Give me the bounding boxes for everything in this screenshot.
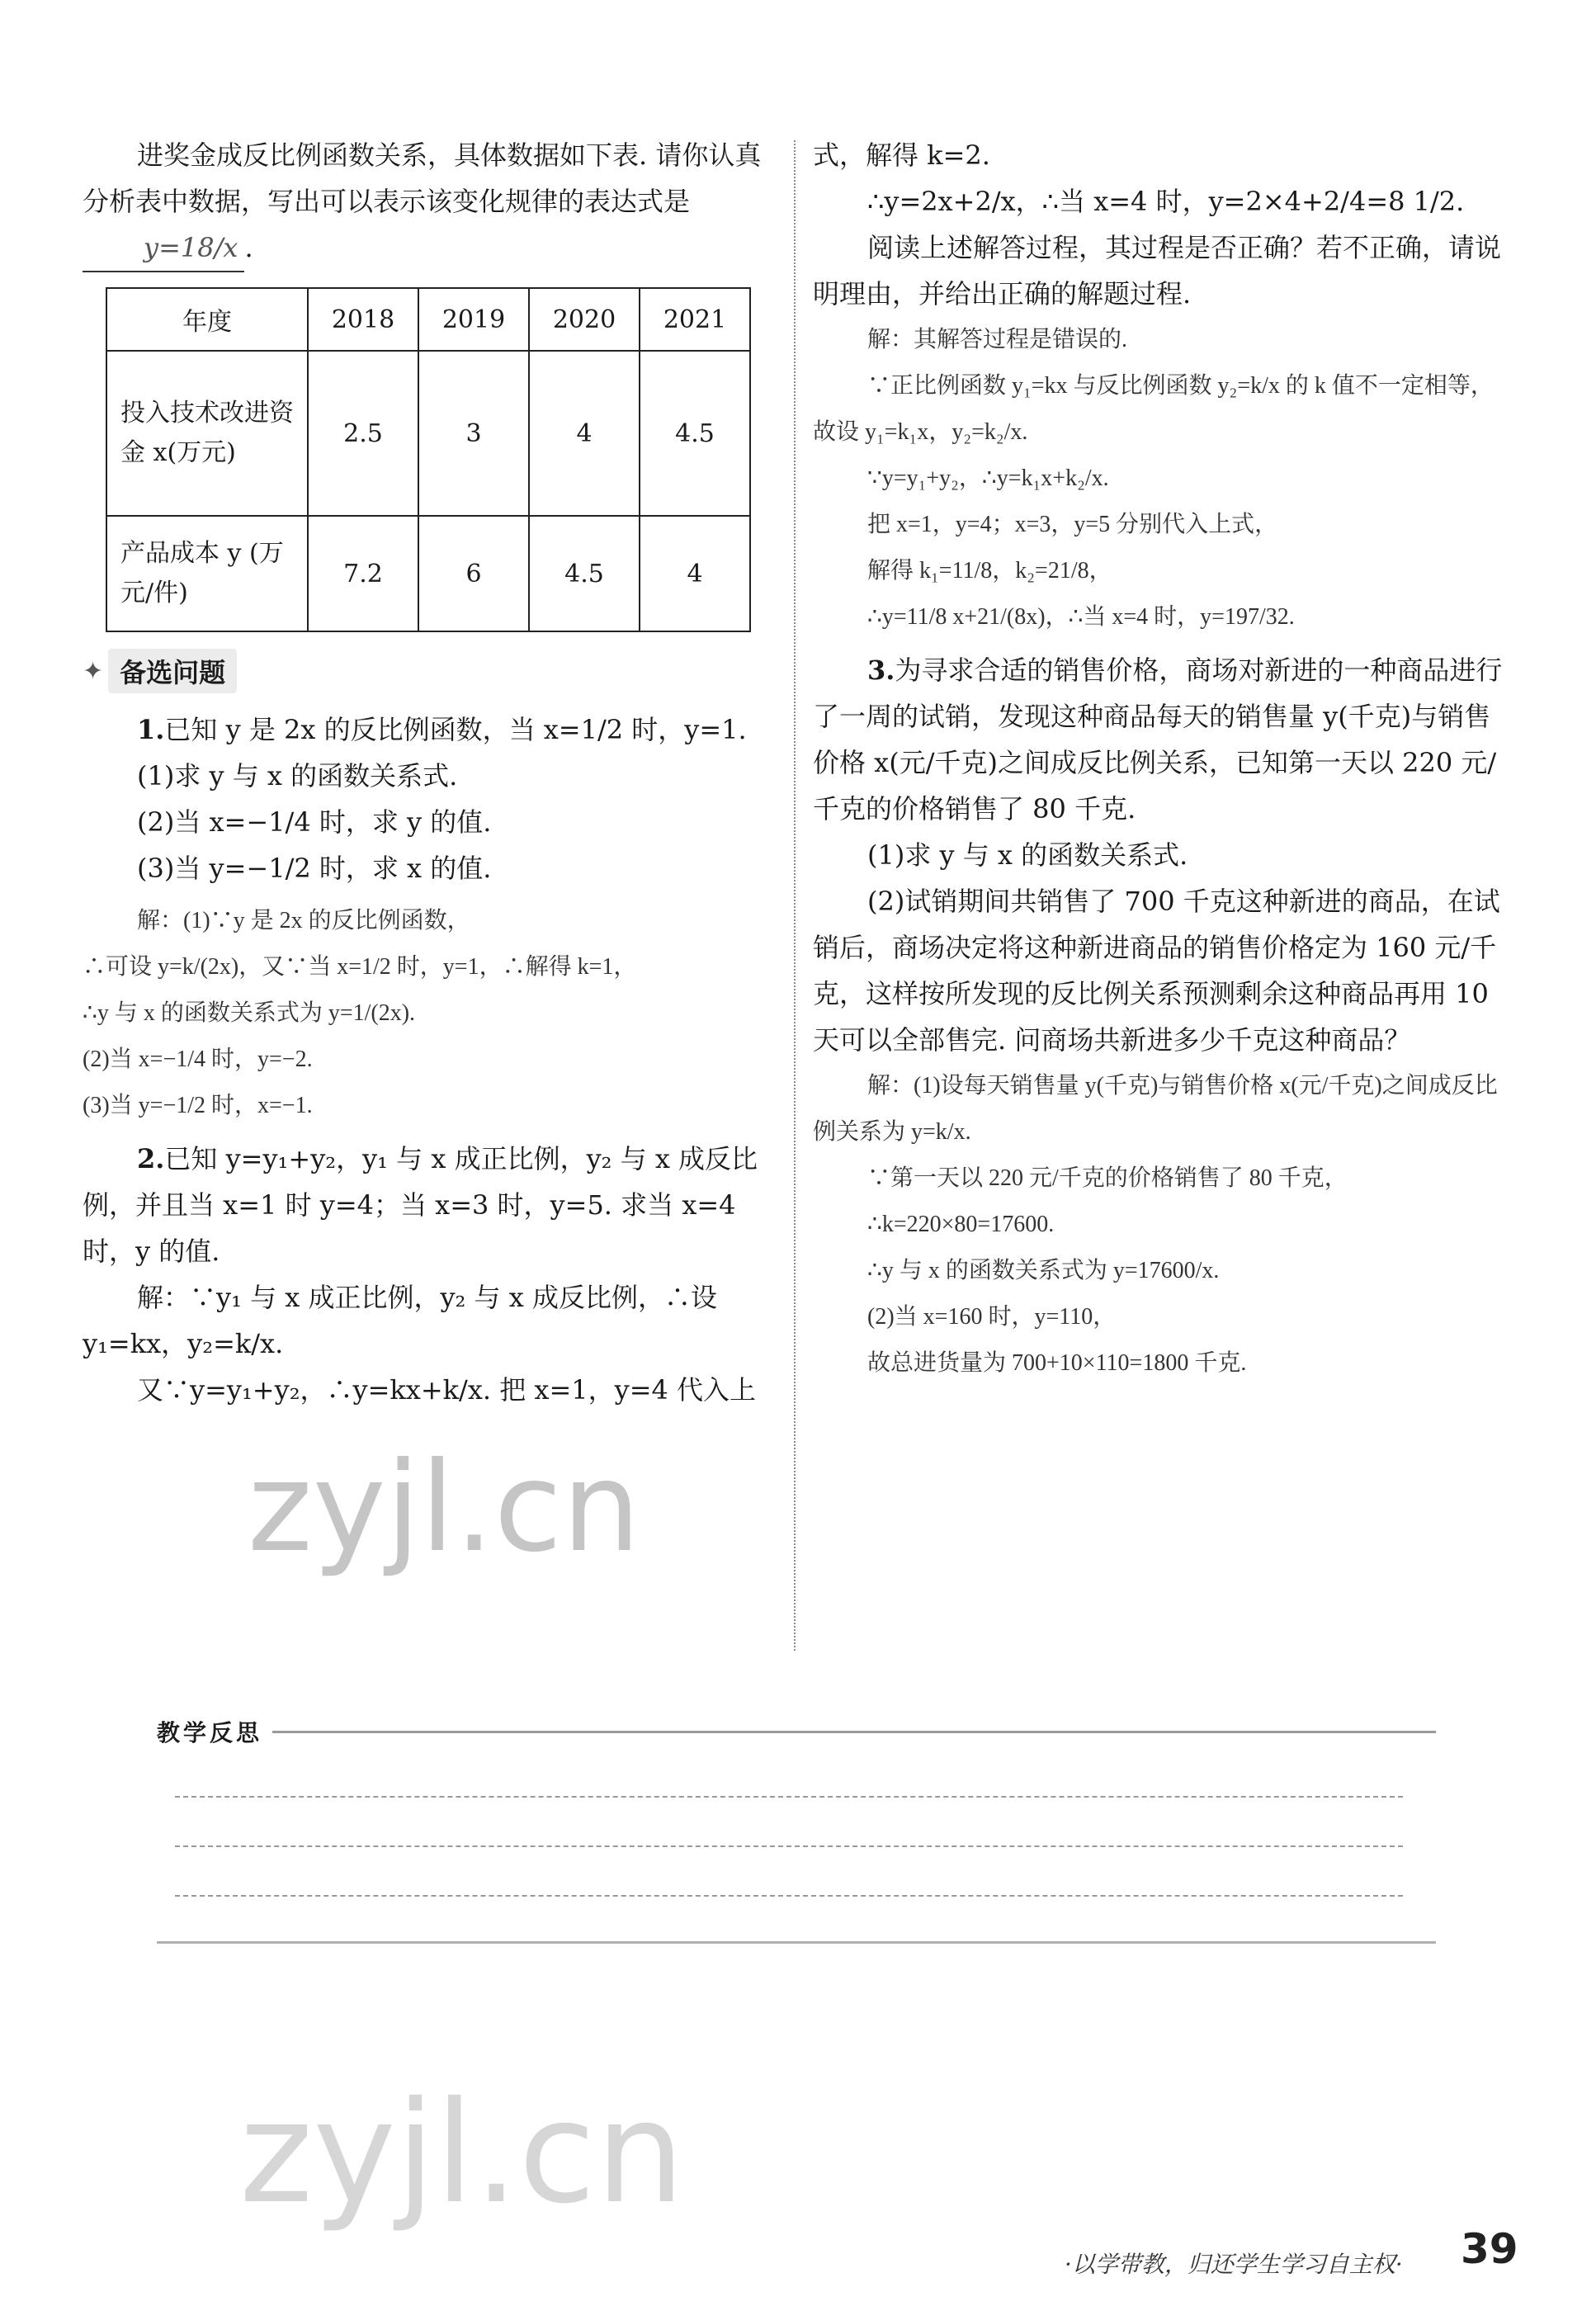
solution-line: ∵y=y₁+y₂，∴y=k₁x+k₂/x. [867, 465, 1109, 491]
question-part: (2)当 x=−1/4 时，求 y 的值. [137, 806, 492, 838]
question-part: (1)求 y 与 x 的函数关系式. [137, 760, 458, 792]
section-header [83, 649, 776, 693]
right-column [813, 132, 1510, 1387]
solution-line: ∴y 与 x 的函数关系式为 y=17600/x. [867, 1258, 1220, 1283]
solution-line: 解：其解答过程是错误的. [867, 327, 1128, 352]
reflection-line[interactable] [175, 1796, 1403, 1798]
question-3 [813, 647, 1510, 1387]
table-header-cell: 年度 [106, 288, 308, 351]
solution-line: (3)当 y=−1/2 时，x=−1. [83, 1093, 313, 1118]
table-cell: 6 [418, 516, 529, 631]
question-1 [83, 706, 776, 1129]
table-row-label: 产品成本 y (万元/件) [106, 516, 308, 631]
data-table [106, 287, 751, 632]
question-part: (2)试销期间共销售了 700 千克这种新进的商品，在试销后，商场决定将这种新进商品的销售价格定为 160 元/千克，这样按所发现的反比例关系预测剩余这种商品再用 10 天可以全部售完. 问商场共新进多少千克这种商品？ [813, 886, 1500, 1056]
table-cell: 4 [640, 516, 750, 631]
review-question: 阅读上述解答过程，其过程是否正确？若不正确，请说明理由，并给出正确的解题过程. [813, 232, 1502, 310]
question-2 [83, 1136, 776, 1413]
solution-line: 解得 k₁=11/8，k₂=21/8， [867, 558, 1112, 584]
reflection-bottom-rule [157, 1941, 1436, 1944]
table-cell: 4.5 [640, 351, 750, 516]
table-header-cell: 2018 [308, 288, 418, 351]
section-title: 备选问题 [108, 649, 237, 693]
solution-line: ∴y 与 x 的函数关系式为 y=1/(2x). [83, 1000, 416, 1026]
intro-answer: y=18/x [83, 224, 244, 272]
question-text: 已知 y 是 2x 的反比例函数，当 x=1/2 时，y=1. [164, 714, 747, 745]
table-cell: 4.5 [529, 516, 640, 631]
reflection-line[interactable] [175, 1845, 1403, 1847]
table-header-row [106, 288, 750, 351]
reflection-line[interactable] [175, 1895, 1403, 1897]
question-stem [83, 706, 776, 753]
solution-line: (2)当 x=−1/4 时，y=−2. [83, 1047, 313, 1072]
footer-motto: ·以学带教，归还学生学习自主权· [1065, 2251, 1403, 2278]
table-cell: 2.5 [308, 351, 418, 516]
question-text: 为寻求合适的销售价格，商场对新进的一种商品进行了一周的试销，发现这种商品每天的销售量 y(千克)与销售价格 x(元/千克)之间成反比例关系，已知第一天以 220 元/千克的价格销售了 80 千克. [813, 654, 1503, 825]
solution-line: ∵正比例函数 y₁=kx 与反比例函数 y₂=k/x 的 k 值不一定相等，故设 y₁=k₁x，y₂=k₂/x. [813, 373, 1494, 445]
table-cell: 3 [418, 351, 529, 516]
question-part: (3)当 y=−1/2 时，求 x 的值. [137, 853, 492, 884]
solution-line: ∵第一天以 220 元/千克的价格销售了 80 千克， [867, 1165, 1348, 1191]
reflection-title: 教学反思 [157, 1719, 263, 1746]
question-stem [813, 647, 1510, 832]
table-header-cell: 2020 [529, 288, 640, 351]
intro-stem: 进奖金成反比例函数关系，具体数据如下表. 请你认真分析表中数据，写出可以表示该变化规律的表达式是 [83, 139, 762, 217]
solution-line: ∴y=11/8 x+21/(8x)，∴当 x=4 时，y=197/32. [867, 604, 1295, 630]
solution-line: ∴k=220×80=17600. [867, 1212, 1055, 1237]
question-number: 1. [137, 714, 165, 745]
question-stem [83, 1136, 776, 1274]
table-row [106, 516, 750, 631]
solution-line: 又∵y=y₁+y₂，∴y=kx+k/x. 把 x=1，y=4 代入上 [137, 1374, 757, 1406]
left-column [83, 132, 776, 1413]
solution-line: 解：∵y₁ 与 x 成正比例，y₂ 与 x 成反比例，∴设 y₁=kx，y₂=k/x. [83, 1282, 717, 1359]
page-number: 39 [1461, 2225, 1518, 2273]
solution-line: 把 x=1，y=4；x=3，y=5 分别代入上式， [867, 512, 1278, 537]
solution-line: 故总进货量为 700+10×110=1800 千克. [867, 1350, 1247, 1376]
solution-line: 解：(1)∵y 是 2x 的反比例函数， [137, 908, 470, 933]
intro-text: 进奖金成反比例函数关系，具体数据如下表. 请你认真分析表中数据，写出可以表示该变化规律的表达式是 y=18/x . [83, 132, 776, 272]
reflection-header [157, 1715, 1436, 1748]
table-row-label: 投入技术改进资金 x(万元) [106, 351, 308, 516]
question-text: 已知 y=y₁+y₂，y₁ 与 x 成正比例，y₂ 与 x 成反比例，并且当 x=1 时 y=4；当 x=3 时，y=5. 求当 x=4 时，y 的值. [83, 1143, 758, 1267]
solution-line: 解：(1)设每天销售量 y(千克)与销售价格 x(元/千克)之间成反比例关系为 y=k/x. [813, 1073, 1498, 1145]
table-row [106, 351, 750, 516]
question-number: 3. [867, 654, 895, 686]
watermark: zyjl.cn [239, 2072, 685, 2235]
solution-line: ∴可设 y=k/(2x)，又∵当 x=1/2 时，y=1，∴解得 k=1， [83, 954, 637, 980]
table-cell: 4 [529, 351, 640, 516]
solution-line: (2)当 x=160 时，y=110， [867, 1304, 1117, 1330]
continued-line: ∴y=2x+2/x，∴当 x=4 时，y=2×4+2/4=8 1/2. [867, 186, 1465, 217]
teaching-reflection [157, 1715, 1436, 1954]
question-number: 2. [137, 1143, 165, 1174]
question-part: (1)求 y 与 x 的函数关系式. [867, 839, 1188, 871]
watermark: zyjl.cn [248, 1436, 641, 1580]
table-header-cell: 2019 [418, 288, 529, 351]
continued-line: 式，解得 k=2. [813, 139, 990, 171]
column-divider [794, 140, 796, 1651]
sparkle-icon: ✦ [83, 656, 104, 686]
table-cell: 7.2 [308, 516, 418, 631]
table-header-cell: 2021 [640, 288, 750, 351]
